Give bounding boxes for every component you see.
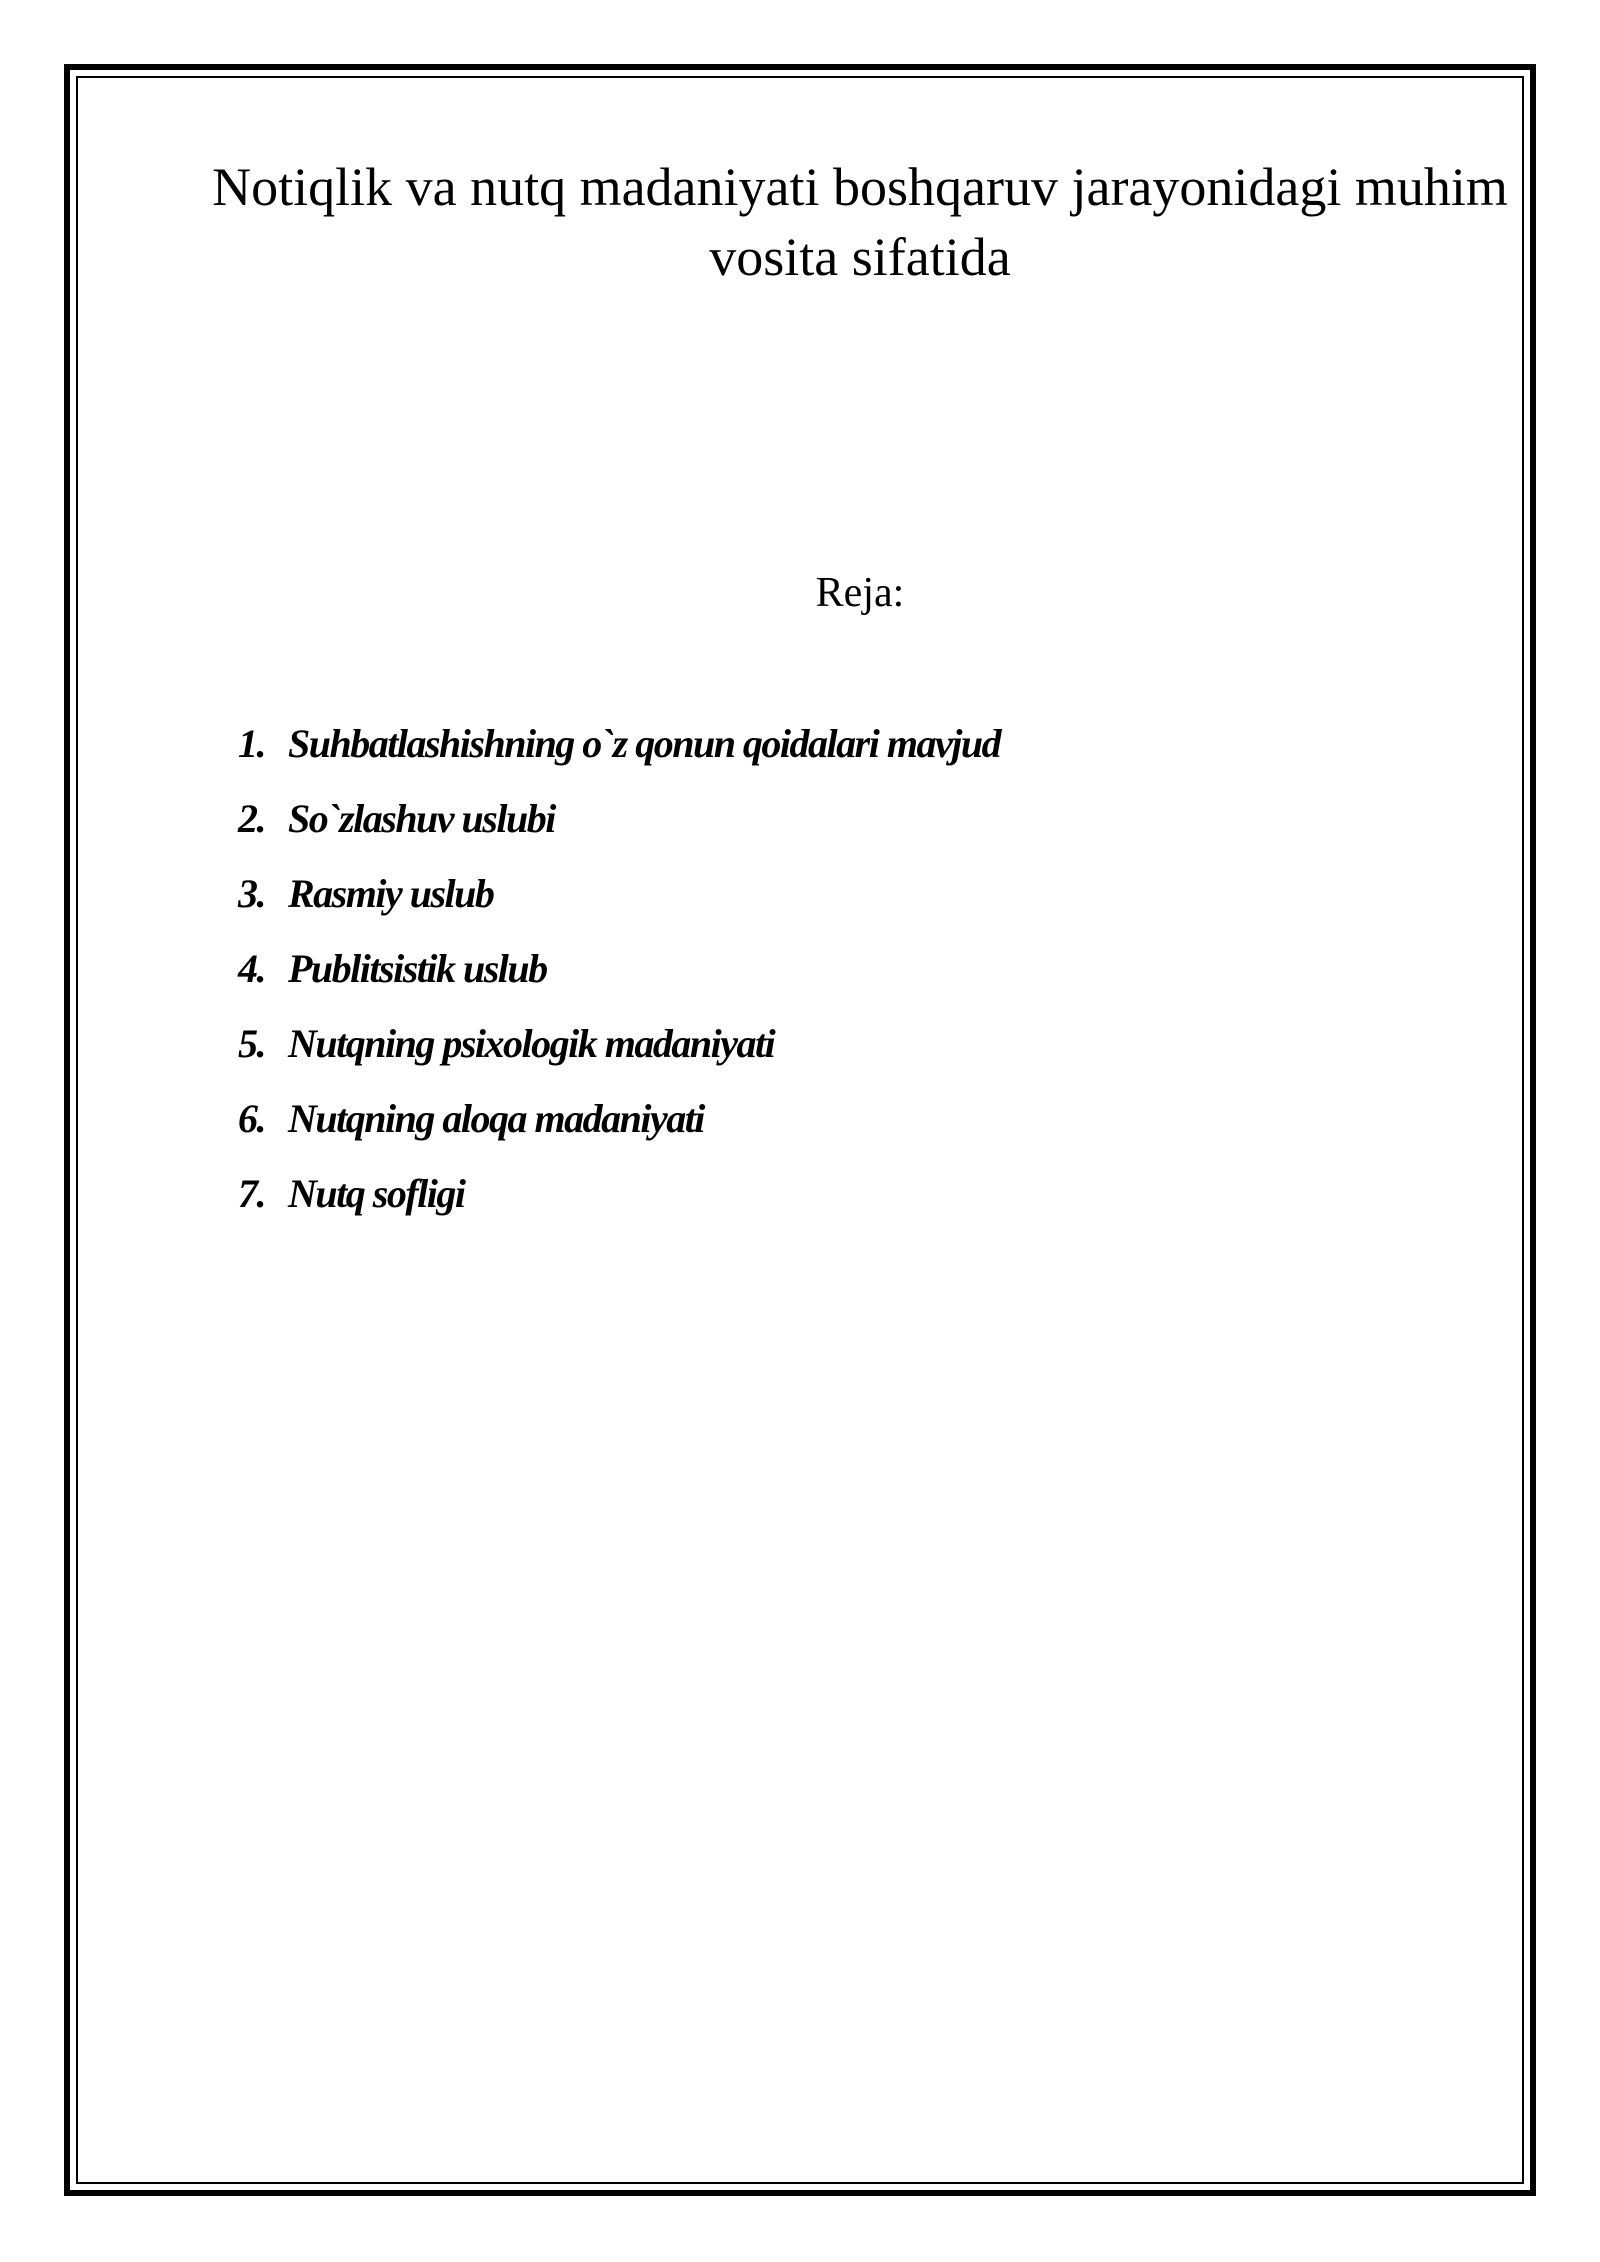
- plan-item-number: 6.: [238, 1096, 265, 1141]
- plan-item-number: 1.: [238, 721, 265, 766]
- plan-item-number: 7.: [238, 1171, 265, 1216]
- plan-item-text: Nutqning aloqa madaniyati: [288, 1096, 704, 1141]
- plan-item-text: Rasmiy uslub: [288, 871, 494, 916]
- plan-item-number: 4.: [238, 946, 265, 991]
- plan-item: [238, 712, 1000, 787]
- plan-item: [238, 1087, 1000, 1162]
- plan-item-text: Nutq sofligi: [288, 1171, 465, 1216]
- plan-item: [238, 787, 1000, 862]
- plan-item: [238, 937, 1000, 1012]
- plan-item-text: Publitsistik uslub: [288, 946, 547, 991]
- plan-list: [238, 712, 1000, 1237]
- document-title: Notiqlik va nutq madaniyati boshqaruv jarayonidagi muhim vosita sifatida: [212, 157, 1508, 287]
- plan-heading: Reja:: [815, 570, 905, 616]
- plan-item: [238, 1012, 1000, 1087]
- plan-item-text: Nutqning psixologik madaniyati: [288, 1021, 775, 1066]
- plan-item-number: 3.: [238, 871, 265, 916]
- plan-item-number: 2.: [238, 796, 265, 841]
- plan-item-number: 5.: [238, 1021, 265, 1066]
- plan-item: [238, 862, 1000, 937]
- plan-item-text: Suhbatlashishning o`z qonun qoidalari mavjud: [288, 721, 1001, 766]
- plan-item-text: So`zlashuv uslubi: [288, 796, 555, 841]
- plan-item: [238, 1162, 1000, 1237]
